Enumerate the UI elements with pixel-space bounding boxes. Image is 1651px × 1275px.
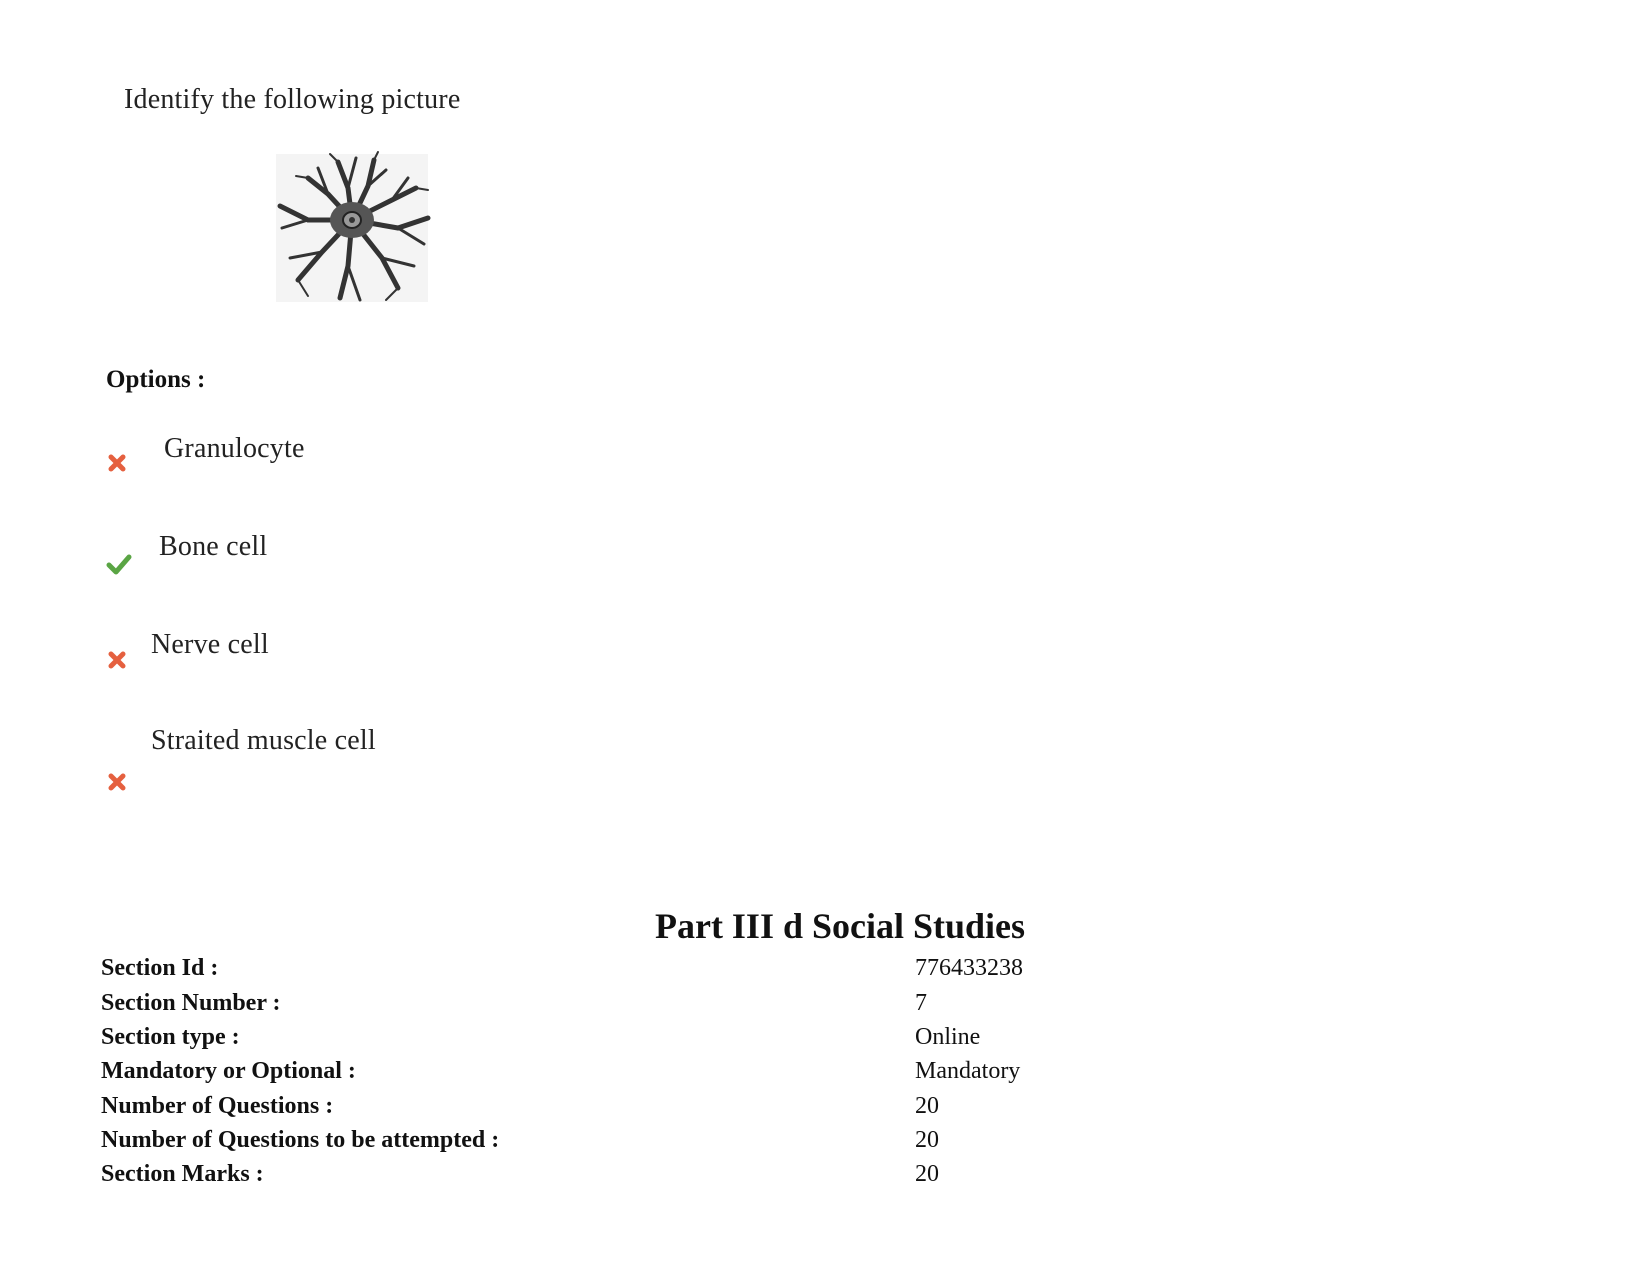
info-label: Number of Questions : — [101, 1093, 334, 1119]
info-label: Mandatory or Optional : — [101, 1058, 356, 1084]
mandatory-row — [101, 1058, 1101, 1092]
question-text: Identify the following picture — [124, 84, 461, 115]
question-count-row — [101, 1093, 1101, 1127]
info-value: 20 — [915, 1093, 939, 1119]
attempt-count-row — [101, 1127, 1101, 1161]
option-1-label: Granulocyte — [164, 433, 305, 464]
info-value: 776433238 — [915, 955, 1023, 981]
check-icon — [106, 552, 132, 576]
info-value: 20 — [915, 1161, 939, 1187]
info-label: Number of Questions to be attempted : — [101, 1127, 500, 1153]
section-marks-row — [101, 1161, 1101, 1195]
info-value: 7 — [915, 990, 927, 1016]
cross-icon — [106, 649, 128, 671]
cross-icon — [106, 452, 128, 474]
info-value: 20 — [915, 1127, 939, 1153]
info-label: Section Number : — [101, 990, 281, 1016]
info-value: Mandatory — [915, 1058, 1021, 1084]
option-2-label: Bone cell — [159, 531, 268, 562]
options-heading: Options : — [106, 366, 206, 393]
info-label: Section type : — [101, 1024, 240, 1050]
option-3-label: Nerve cell — [151, 629, 269, 660]
nerve-cell-image — [268, 148, 436, 306]
section-title: Part III d Social Studies — [654, 906, 1026, 946]
section-number-row — [101, 990, 1101, 1024]
cross-icon — [106, 771, 128, 793]
section-id-row — [101, 955, 1101, 989]
info-value: Online — [915, 1024, 981, 1050]
option-4-label: Straited muscle cell — [151, 725, 376, 756]
info-label: Section Id : — [101, 955, 219, 981]
info-label: Section Marks : — [101, 1161, 264, 1187]
section-type-row — [101, 1024, 1101, 1058]
